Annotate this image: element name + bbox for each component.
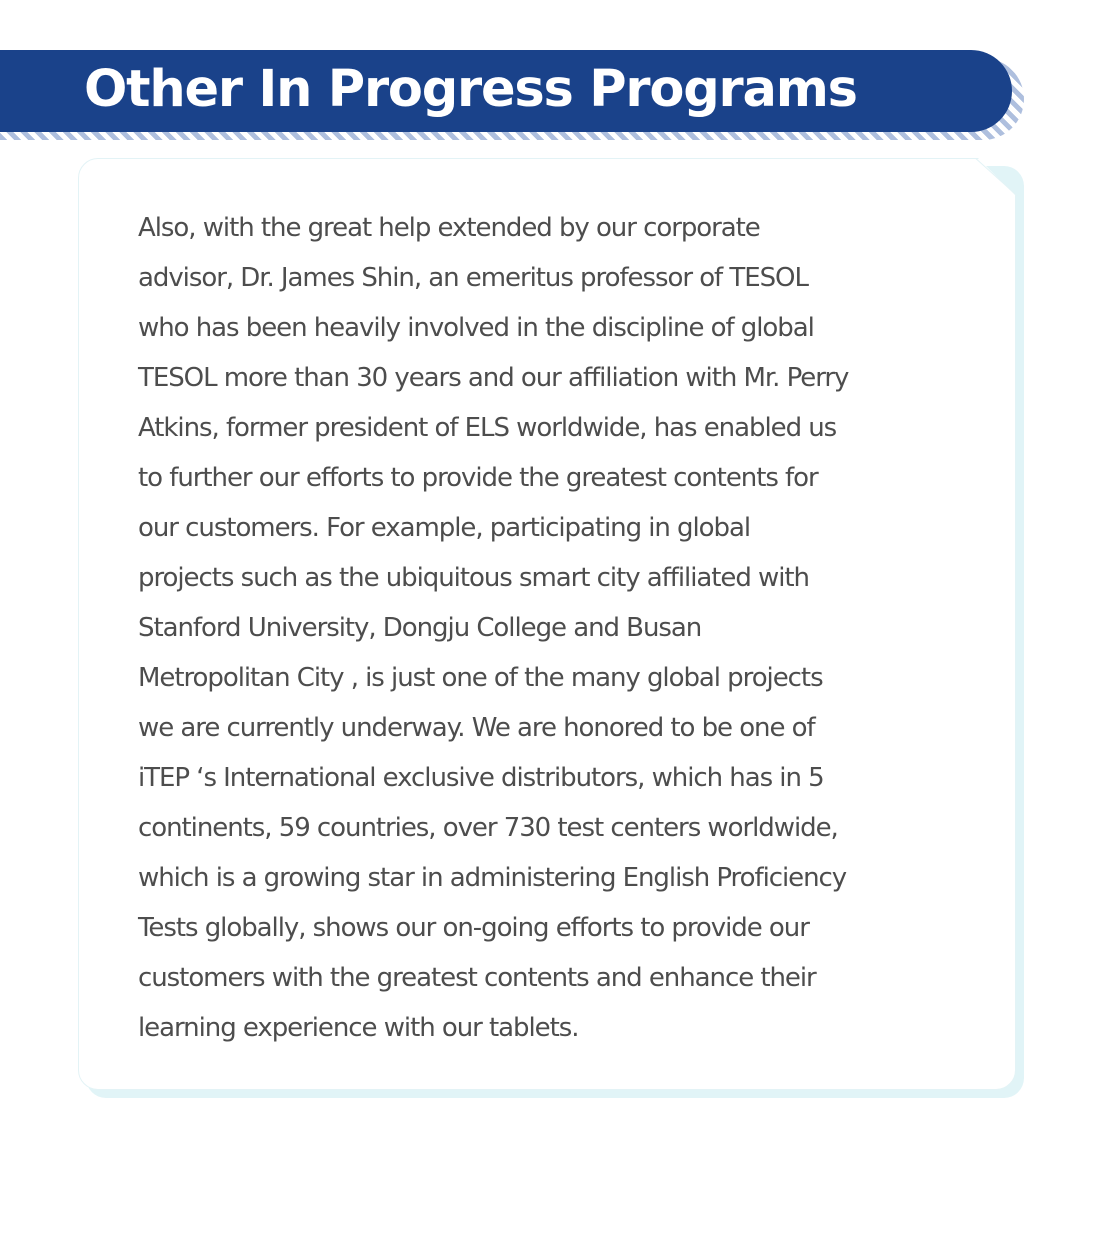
- paragraph-line: learning experience with our tablets.: [138, 1013, 579, 1043]
- paragraph-line: Tests globally, shows our on-going efforts to provide our: [138, 913, 809, 943]
- header-banner: [0, 50, 1012, 132]
- paragraph-line: continents, 59 countries, over 730 test centers worldwide,: [138, 813, 838, 843]
- paragraph-line: TESOL more than 30 years and our affiliation with Mr. Perry: [138, 363, 849, 393]
- paragraph-line: customers with the greatest contents and enhance their: [138, 963, 816, 993]
- paragraph-line: projects such as the ubiquitous smart city affiliated with: [138, 563, 809, 593]
- section-title: Other In Progress Programs: [84, 60, 857, 119]
- paragraph-line: Also, with the great help extended by our corporate: [138, 213, 760, 243]
- content-paragraph: [138, 203, 966, 1053]
- paragraph-line: who has been heavily involved in the discipline of global: [138, 313, 814, 343]
- paragraph-line: our customers. For example, participating in global: [138, 513, 751, 543]
- paragraph-line: which is a growing star in administering English Proficiency: [138, 863, 847, 893]
- paragraph-line: advisor, Dr. James Shin, an emeritus professor of TESOL: [138, 263, 808, 293]
- paragraph-line: Metropolitan City , is just one of the many global projects: [138, 663, 823, 693]
- paragraph-line: iTEP ‘s International exclusive distributors, which has in 5: [138, 763, 824, 793]
- paragraph-line: to further our efforts to provide the greatest contents for: [138, 463, 818, 493]
- paragraph-line: we are currently underway. We are honored to be one of: [138, 713, 815, 743]
- section-header: [0, 50, 1030, 146]
- paragraph-line: Stanford University, Dongju College and Busan: [138, 613, 702, 643]
- paragraph-line: Atkins, former president of ELS worldwide, has enabled us: [138, 413, 837, 443]
